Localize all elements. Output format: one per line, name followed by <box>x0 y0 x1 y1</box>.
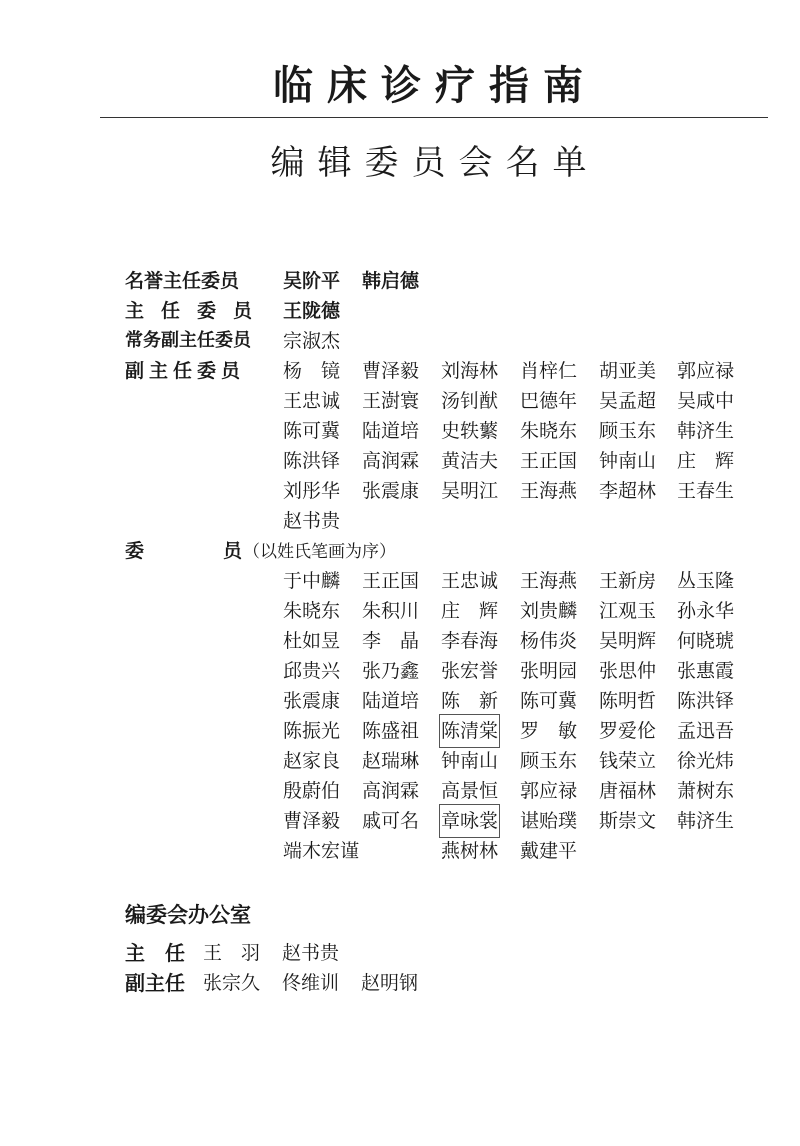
vice-chairs-label: 副主任委员 <box>125 360 246 382</box>
title-divider <box>100 117 768 118</box>
member-name: 张惠霞 <box>677 660 735 682</box>
member-name: 斯崇文 <box>599 810 657 832</box>
vice-chair-name: 刘彤华 <box>283 480 341 502</box>
vice-chair-name: 王正国 <box>520 450 578 472</box>
member-name: 韩济生 <box>677 810 735 832</box>
member-name: 陈盛祖 <box>362 720 420 742</box>
vice-chair-name: 肖梓仁 <box>520 360 578 382</box>
member-name: 李 晶 <box>362 630 420 652</box>
member-name: 燕树林 <box>441 840 499 862</box>
members-label-first: 委 <box>125 540 145 562</box>
vice-chair-name: 陆道培 <box>362 420 420 442</box>
member-name: 张明园 <box>520 660 578 682</box>
office-member-name: 佟维训 <box>282 972 340 994</box>
vice-chair-name: 胡亚美 <box>599 360 657 382</box>
vice-chair-name: 曹泽毅 <box>362 360 420 382</box>
member-name: 萧树东 <box>677 780 735 802</box>
member-name: 徐光炜 <box>677 750 735 772</box>
office-member-name: 赵书贵 <box>282 942 340 964</box>
office-member-name: 赵明钢 <box>361 972 419 994</box>
member-name: 唐福林 <box>599 780 657 802</box>
member-name: 殷蔚伯 <box>283 780 341 802</box>
member-name: 谌贻璞 <box>520 810 578 832</box>
member-name: 朱晓东 <box>283 600 341 622</box>
member-name: 杜如昱 <box>283 630 341 652</box>
vice-chair-name: 吴咸中 <box>677 390 735 412</box>
member-name: 张思仲 <box>599 660 657 682</box>
member-name: 高润霖 <box>362 780 420 802</box>
member-name: 王海燕 <box>520 570 578 592</box>
member-name: 何晓琥 <box>677 630 735 652</box>
member-name: 朱积川 <box>362 600 420 622</box>
member-name: 杨伟炎 <box>520 630 578 652</box>
member-name: 高景恒 <box>441 780 499 802</box>
page-subtitle: 编辑委员会名单 <box>270 143 600 183</box>
vice-chair-name: 吴孟超 <box>599 390 657 412</box>
member-name: 陈明哲 <box>599 690 657 712</box>
member-name: 赵家良 <box>283 750 341 772</box>
vice-chair-name: 赵书贵 <box>283 510 341 532</box>
book-title: 临床诊疗指南 <box>273 62 597 109</box>
vice-chair-name: 史轶蘩 <box>441 420 499 442</box>
member-name: 张震康 <box>283 690 341 712</box>
office-member-name: 张宗久 <box>203 972 261 994</box>
member-name: 李春海 <box>441 630 499 652</box>
vice-chair-name: 王澍寰 <box>362 390 420 412</box>
vice-chair-name: 黄洁夫 <box>441 450 499 472</box>
member-name: 陈 新 <box>441 690 499 712</box>
member-name-boxed: 章咏裳 <box>441 806 498 836</box>
vice-chair-name: 韩济生 <box>677 420 735 442</box>
member-name: 庄 辉 <box>441 600 499 622</box>
member-name: 张宏誉 <box>441 660 499 682</box>
honorary-chair-name: 吴阶平 <box>283 270 341 292</box>
vice-chair-name: 庄 辉 <box>677 450 735 472</box>
member-name: 陆道培 <box>362 690 420 712</box>
vice-chair-name: 张震康 <box>362 480 420 502</box>
chair-name: 王陇德 <box>283 300 341 322</box>
member-name: 罗 敏 <box>520 720 578 742</box>
vice-chair-name: 巴德年 <box>520 390 578 412</box>
member-name: 王正国 <box>362 570 420 592</box>
member-name: 刘贵麟 <box>520 600 578 622</box>
honorary-chair-name: 韩启德 <box>362 270 420 292</box>
member-name: 王新房 <box>599 570 657 592</box>
vice-chair-name: 王海燕 <box>520 480 578 502</box>
vice-chair-name: 郭应禄 <box>677 360 735 382</box>
member-name: 江观玉 <box>599 600 657 622</box>
member-name: 端木宏谨 <box>283 840 360 862</box>
member-name: 王忠诚 <box>441 570 499 592</box>
member-name: 张乃鑫 <box>362 660 420 682</box>
office-director-label: 主任 <box>125 941 205 965</box>
office-deputy-label: 副主任 <box>125 971 185 995</box>
chair-label: 主任委员 <box>125 300 270 322</box>
member-name: 赵瑞琳 <box>362 750 420 772</box>
vice-chair-name: 李超林 <box>599 480 657 502</box>
member-name: 曹泽毅 <box>283 810 341 832</box>
member-name: 钱荣立 <box>599 750 657 772</box>
vice-chair-name: 陈可冀 <box>283 420 341 442</box>
member-name: 罗爱伦 <box>599 720 657 742</box>
member-name: 陈振光 <box>283 720 341 742</box>
member-name: 于中麟 <box>283 570 341 592</box>
vice-chair-name: 汤钊猷 <box>441 390 499 412</box>
member-name: 钟南山 <box>441 750 499 772</box>
vice-chair-name: 吴明江 <box>441 480 499 502</box>
vice-chair-name: 陈洪铎 <box>283 450 341 472</box>
executive-vice-chair-name: 宗淑杰 <box>283 330 341 352</box>
member-name: 戴建平 <box>520 840 578 862</box>
member-name: 陈可冀 <box>520 690 578 712</box>
member-name-boxed: 陈清棠 <box>441 716 498 746</box>
vice-chair-name: 刘海林 <box>441 360 499 382</box>
member-name: 吴明辉 <box>599 630 657 652</box>
vice-chair-name: 顾玉东 <box>599 420 657 442</box>
office-section-title: 编委会办公室 <box>125 903 251 927</box>
member-name: 陈洪铎 <box>677 690 735 712</box>
office-member-name: 王 羽 <box>203 942 261 964</box>
vice-chair-name: 钟南山 <box>599 450 657 472</box>
vice-chair-name: 朱晓东 <box>520 420 578 442</box>
member-name: 戚可名 <box>362 810 420 832</box>
member-name: 顾玉东 <box>520 750 578 772</box>
member-name: 孙永华 <box>677 600 735 622</box>
member-name: 郭应禄 <box>520 780 578 802</box>
member-name: 邱贵兴 <box>283 660 341 682</box>
honorary-chairs-label: 名誉主任委员 <box>125 270 240 292</box>
members-order-note: （以姓氏笔画为序） <box>243 542 396 562</box>
vice-chair-name: 高润霖 <box>362 450 420 472</box>
members-label-last: 员 <box>223 540 243 562</box>
vice-chair-name: 王春生 <box>677 480 735 502</box>
member-name: 孟迅吾 <box>677 720 735 742</box>
vice-chair-name: 杨 镜 <box>283 360 341 382</box>
vice-chair-name: 王忠诚 <box>283 390 341 412</box>
executive-vice-chair-label: 常务副主任委员 <box>125 330 251 351</box>
member-name: 丛玉隆 <box>677 570 735 592</box>
